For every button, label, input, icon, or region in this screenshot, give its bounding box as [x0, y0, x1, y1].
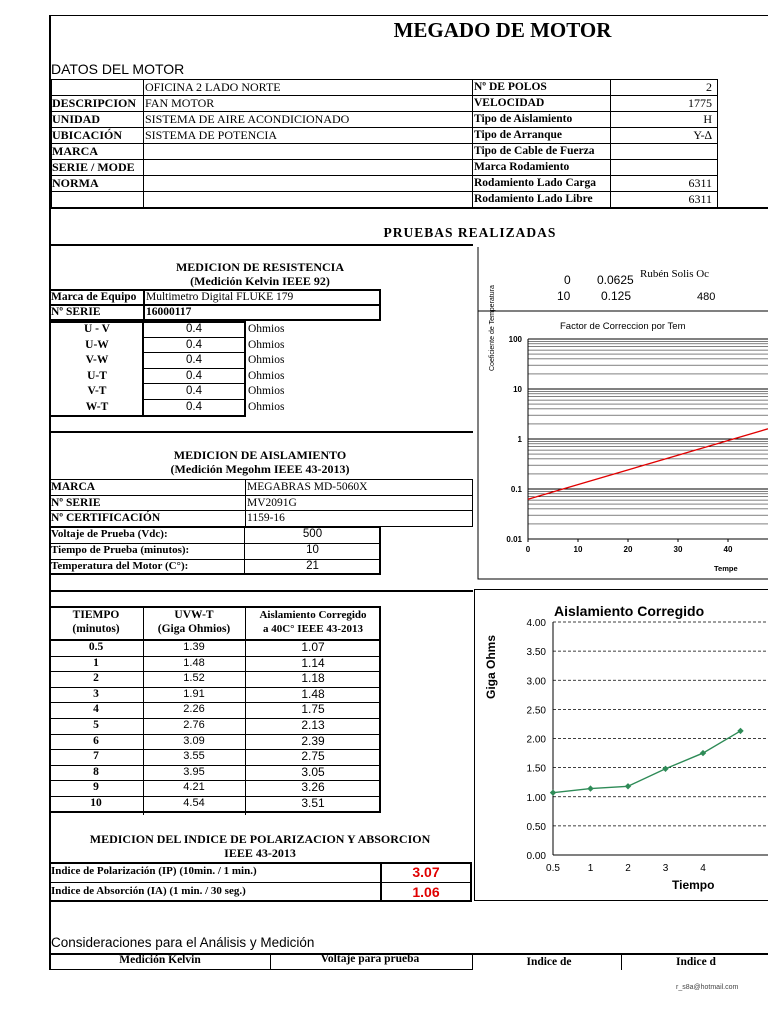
indices-title: MEDICION DEL INDICE DE POLARIZACION Y ABSORCION	[89, 832, 431, 846]
divider-motor	[51, 207, 768, 209]
res-serie-label: Nº SERIE	[51, 306, 101, 318]
lec-uvw: 4.54	[183, 797, 205, 809]
motor-right-label: VELOCIDAD	[474, 97, 545, 109]
factor-xtick: 0	[525, 545, 531, 554]
lec-uvw: 1.52	[183, 672, 205, 685]
ip-label: Indice de Polarización (IP) (10min. / 1 min.)	[51, 865, 257, 877]
res-unit: Ohmios	[248, 354, 285, 367]
motor-label: SERIE / MODE	[52, 160, 135, 174]
lec-corregido: 2.13	[301, 718, 325, 732]
ais-data-point	[587, 785, 593, 791]
ais-ytick: 0.50	[526, 821, 546, 833]
motor-value	[145, 176, 470, 191]
motor-right-value	[612, 144, 716, 159]
motor-right-value	[612, 160, 716, 175]
motor-right-value: Y-∆	[693, 128, 712, 142]
consideraciones-heading: Consideraciones para el Análisis y Medición	[51, 935, 315, 950]
lec-tiempo: 0.5	[88, 641, 104, 653]
lec-tiempo: 1	[93, 656, 99, 669]
motor-right-value: 2	[706, 80, 712, 94]
ais-ytick: 0.00	[526, 851, 546, 862]
lec-uvw: 1.48	[183, 656, 205, 669]
res-pair: U-W	[85, 338, 109, 351]
lec-tiempo: 2	[93, 672, 99, 685]
lec-header-0: TIEMPO	[72, 609, 120, 621]
motor-value: FAN MOTOR	[145, 96, 215, 110]
resistencia-subtitle: (Medición Kelvin IEEE 92)	[190, 274, 330, 288]
ais-chart-xlabel: Tiempo	[672, 878, 715, 892]
ais-test-sep	[244, 526, 245, 575]
ia-label: Indice de Absorción (IA) (1 min. / 30 seg.)	[51, 885, 246, 897]
motor-value	[145, 144, 470, 159]
factor-chart-xlabel: Tempe	[714, 564, 738, 573]
ais-chart-border	[475, 590, 768, 901]
lec-header-2: Aislamiento Corregido	[259, 609, 367, 621]
motor-right-label: Rodamiento Lado Carga	[474, 177, 597, 189]
lec-corregido: 3.51	[301, 796, 325, 810]
lec-uvw: 2.76	[183, 719, 205, 731]
motor-label: NORMA	[52, 176, 99, 190]
lec-tiempo: 10	[90, 797, 102, 809]
ais-test-value: 21	[306, 559, 319, 572]
motor-right-value: 6311	[688, 192, 712, 206]
ais-test-value: 500	[302, 528, 323, 540]
ais-ytick: 3.50	[526, 647, 546, 659]
motor-value: SISTEMA DE AIRE ACONDICIONADO	[145, 112, 350, 126]
lec-tiempo: 3	[93, 687, 99, 700]
factor-overlay-b0: 0.0625	[597, 273, 634, 287]
ais-ytick: 1.00	[526, 792, 546, 804]
lec-corregido: 3.05	[301, 764, 325, 779]
res-value: 0.4	[186, 385, 202, 398]
motor-right-value: H	[703, 112, 712, 126]
ais-data-point	[550, 789, 556, 795]
aislamiento-chart-area	[474, 589, 768, 901]
ais-ytick: 2.50	[526, 705, 546, 717]
factor-xtick: 20	[623, 545, 633, 554]
motor-label: UNIDAD	[52, 112, 100, 126]
res-pair: U - V	[84, 323, 110, 335]
motor-right-label: Nº DE POLOS	[474, 81, 547, 93]
lec-uvw: 3.09	[183, 734, 205, 747]
consid-bottom	[49, 969, 473, 970]
res-value: 0.4	[186, 369, 202, 382]
motor-value	[145, 160, 470, 175]
res-value: 0.4	[186, 338, 202, 351]
ia-value: 1.06	[412, 884, 440, 900]
consid-col-1: Medición Kelvin	[119, 954, 201, 966]
ais-ytick: 2.00	[526, 734, 546, 746]
footer-email: r_s8a@hotmail.com	[676, 984, 739, 991]
lec-uvw: 1.39	[183, 641, 205, 653]
motor-right-label: Tipo de Cable de Fuerza	[474, 145, 595, 157]
lec-tiempo: 9	[93, 781, 99, 794]
factor-overlay-author: Rubén Solis Oc	[640, 268, 710, 280]
res-value: 0.4	[186, 323, 202, 335]
factor-ytick: 100	[508, 335, 522, 344]
motor-label: MARCA	[52, 144, 98, 158]
factor-ytick: 0.1	[510, 485, 522, 494]
res-unit: Ohmios	[248, 401, 285, 413]
motor-right-value: 1775	[688, 96, 712, 110]
factor-chart-ylabel: Coeficiente de Temperatura	[489, 285, 496, 371]
res-value: 0.4	[186, 401, 202, 413]
res-unit: Ohmios	[248, 369, 285, 382]
motor-right-label: Rodamiento Lado Libre	[474, 193, 593, 205]
ais-chart-title: Aislamiento Corregido	[554, 603, 705, 619]
lec-tiempo: 5	[93, 719, 99, 731]
lec-corregido: 1.07	[301, 640, 325, 654]
lec-uvw: 3.95	[183, 765, 205, 778]
resistencia-title: MEDICION DE RESISTENCIA	[175, 260, 345, 274]
motor-label: DESCRIPCION	[52, 96, 137, 110]
frame-top	[49, 15, 768, 16]
ais-chart-ylabel: Giga Ohms	[484, 634, 498, 699]
page-title: MEGADO DE MOTOR	[393, 18, 612, 42]
ais-ytick: 1.50	[526, 763, 546, 775]
lec-corregido: 1.48	[301, 686, 325, 701]
ais-ytick: 3.00	[526, 676, 546, 688]
motor-label	[52, 192, 142, 207]
factor-xtick: 40	[723, 545, 733, 554]
res-unit: Ohmios	[248, 323, 285, 335]
ais-value: MV2091G	[247, 496, 297, 509]
factor-overlay-extra: 480	[697, 291, 716, 303]
ais-test-label: Tiempo de Prueba (minutos):	[51, 543, 190, 556]
ais-value: 1159-16	[247, 512, 285, 525]
lec-corregido: 2.75	[301, 749, 325, 764]
lec-uvw: 2.26	[183, 703, 205, 716]
lec-header-1: UVW-T	[174, 609, 214, 621]
lec-header-0: (minutos)	[72, 623, 120, 635]
factor-ytick: 0.01	[506, 535, 522, 544]
lec-corregido: 2.39	[301, 733, 325, 748]
ais-series-line	[553, 731, 741, 793]
motor-right-value: 6311	[688, 176, 712, 190]
ais-label: Nº CERTIFICACIÓN	[51, 512, 161, 525]
ip-value: 3.07	[412, 864, 440, 880]
lec-uvw: 4.21	[183, 781, 205, 794]
consid-col-3: Indice de	[526, 956, 572, 968]
ais-data-point	[700, 750, 706, 756]
ais-ytick: 4.00	[526, 618, 546, 629]
res-pair: W-T	[85, 401, 109, 413]
ais-value: MEGABRAS MD-5060X	[247, 481, 368, 493]
ais-xtick: 0.5	[546, 863, 560, 874]
lec-tiempo: 7	[93, 750, 99, 763]
pruebas-heading: PRUEBAS REALIZADAS	[383, 225, 557, 240]
res-pair: V-W	[85, 354, 109, 367]
consid-sep2	[472, 953, 473, 970]
lec-tiempo: 8	[93, 765, 99, 778]
lec-header-2: a 40C° IEEE 43-2013	[262, 623, 364, 635]
ais-data-point	[737, 728, 743, 734]
lec-uvw: 1.91	[183, 687, 205, 700]
factor-chart-title: Factor de Correccion por Tem	[560, 321, 686, 332]
res-header-sep	[143, 291, 145, 320]
lec-corregido: 1.75	[301, 702, 325, 717]
ais-label: Nº SERIE	[51, 496, 101, 509]
factor-overlay-a0: 0	[564, 273, 571, 287]
lec-tiempo: 6	[93, 734, 99, 747]
res-unit: Ohmios	[248, 338, 285, 351]
aislamiento-title: MEDICION DE AISLAMIENTO	[173, 448, 347, 462]
motor-right-label: Marca Rodamiento	[474, 161, 570, 173]
divider-pruebas	[51, 244, 473, 246]
aislamiento-subtitle: (Medición Megohm IEEE 43-2013)	[170, 462, 350, 476]
consid-col-4: Indice d	[676, 956, 716, 968]
lec-corregido: 3.26	[301, 780, 325, 795]
motor-label: UBICACIÓN	[52, 128, 123, 142]
lec-col-sep	[245, 606, 246, 815]
ais-test-label: Temperatura del Motor (C°):	[51, 559, 189, 572]
idx-col-sep	[380, 862, 382, 902]
ais-xtick: 4	[700, 863, 706, 874]
ais-test-label: Voltaje de Prueba (Vdc):	[51, 528, 168, 540]
consid-col-2: Voltaje para prueba	[320, 953, 420, 965]
factor-chart	[474, 247, 768, 583]
motor-value	[145, 192, 470, 207]
res-pair: V-T	[87, 385, 107, 398]
ais-data-point	[625, 783, 631, 789]
res-marca-value: Multimetro Digital FLUKE 179	[146, 291, 294, 303]
lec-tiempo: 4	[93, 703, 99, 716]
ais-xtick: 3	[662, 863, 669, 874]
res-serie-value: 16000117	[146, 306, 192, 318]
ais-data-point	[662, 766, 668, 772]
factor-overlay-b1: 0.125	[601, 289, 632, 303]
res-unit: Ohmios	[248, 385, 285, 398]
motor-value: SISTEMA DE POTENCIA	[145, 128, 278, 142]
motor-right-label: Tipo de Arranque	[474, 129, 562, 141]
factor-ytick: 1	[517, 435, 522, 444]
ais-xtick: 2	[625, 863, 631, 874]
divider-ais	[51, 590, 473, 592]
lec-corregido: 1.14	[301, 655, 325, 670]
aislamiento-chart	[474, 589, 768, 901]
lec-uvw: 3.55	[183, 750, 205, 763]
indices-subtitle: IEEE 43-2013	[224, 846, 296, 860]
factor-xtick: 30	[673, 545, 683, 554]
motor-heading: DATOS DEL MOTOR	[51, 61, 185, 77]
ais-label: MARCA	[51, 481, 96, 493]
res-value: 0.4	[186, 354, 202, 367]
res-pair: U-T	[87, 369, 107, 382]
lec-col-sep	[143, 606, 144, 815]
lec-corregido: 1.18	[301, 671, 325, 686]
factor-chart-area	[474, 247, 768, 583]
motor-right-label: Tipo de Aislamiento	[474, 113, 573, 125]
ais-test-value: 10	[306, 543, 319, 556]
divider-res	[51, 431, 473, 433]
ais-xtick: 1	[587, 863, 594, 874]
motor-label	[52, 80, 142, 95]
factor-overlay-a1: 10	[557, 289, 571, 303]
factor-xtick: 10	[573, 545, 583, 554]
motor-value: OFICINA 2 LADO NORTE	[145, 80, 281, 94]
lec-header-1: (Giga Ohmios)	[157, 623, 231, 635]
factor-ytick: 10	[513, 385, 522, 394]
res-marca-label: Marca de Equipo	[51, 291, 137, 303]
